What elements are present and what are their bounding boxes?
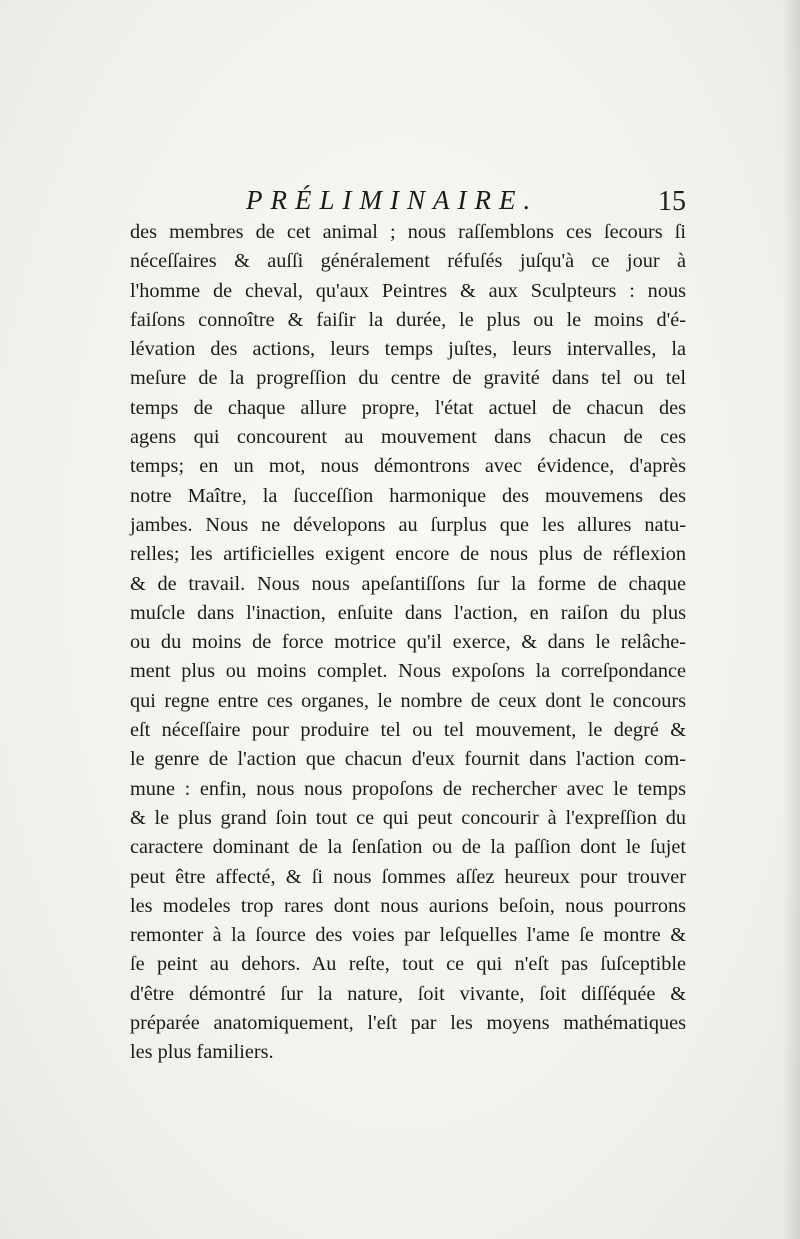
page-header xyxy=(130,183,686,217)
text-line: les plus familiers. xyxy=(130,1041,274,1064)
text-line: les modeles trop rares dont nous aurions beſoin, nous pourrons xyxy=(130,894,686,917)
body-text xyxy=(130,218,686,1068)
text-line: mune : enfin, nous nous propoſons de rechercher avec le temps xyxy=(130,777,686,800)
text-line: ment plus ou moins complet. Nous expoſons la correſpondance xyxy=(130,660,686,683)
text-line: caractere dominant de la ſenſation ou de la paſſion dont le ſujet xyxy=(130,836,686,859)
text-line: le genre de l'action que chacun d'eux fournit dans l'action com- xyxy=(130,748,686,771)
text-line: ou du moins de force motrice qu'il exerce, & dans le relâche- xyxy=(130,631,686,654)
text-line: qui regne entre ces organes, le nombre de ceux dont le concours xyxy=(130,689,686,712)
text-line: notre Maître, la ſucceſſion harmonique des mouvemens des xyxy=(130,484,686,507)
page-number: 15 xyxy=(658,186,686,217)
text-line: peut être affecté, & ſi nous ſommes aſſez heureux pour trouver xyxy=(130,865,686,888)
text-line: d'être démontré ſur la nature, ſoit vivante, ſoit diſſéquée & xyxy=(130,982,686,1005)
text-line: temps de chaque allure propre, l'état actuel de chacun des xyxy=(130,396,686,419)
text-line: meſure de la progreſſion du centre de gravité dans tel ou tel xyxy=(130,367,686,390)
text-line: néceſſaires & auſſi généralement réfuſés juſqu'à ce jour à xyxy=(130,250,686,273)
text-line: des membres de cet animal ; nous raſſemblons ces ſecours ſi xyxy=(130,221,686,243)
text-line: & de travail. Nous nous apeſantiſſons ſur la forme de chaque xyxy=(130,572,686,595)
running-head: PRÉLIMINAIRE. xyxy=(246,185,539,215)
text-line: ſe peint au dehors. Au reſte, tout ce qui n'eſt pas ſuſceptible xyxy=(130,953,686,976)
page-edge-shadow xyxy=(782,0,800,1239)
text-line: temps; en un mot, nous démontrons avec évidence, d'après xyxy=(130,455,686,478)
text-line: agens qui concourent au mouvement dans chacun de ces xyxy=(130,426,686,449)
text-line: préparée anatomiquement, l'eſt par les moyens mathématiques xyxy=(130,1012,686,1035)
text-line: jambes. Nous ne dévelopons au ſurplus que les allures natu- xyxy=(130,513,686,536)
text-line: lévation des actions, leurs temps juſtes, leurs intervalles, la xyxy=(130,338,686,361)
text-line: remonter à la ſource des voies par leſquelles l'ame ſe montre & xyxy=(130,924,686,947)
text-line: eſt néceſſaire pour produire tel ou tel mouvement, le degré & xyxy=(130,719,686,742)
text-line: & le plus grand ſoin tout ce qui peut concourir à l'expreſſion du xyxy=(130,806,686,829)
text-line: faiſons connoître & faiſir la durée, le plus ou le moins d'é- xyxy=(130,308,686,331)
text-line: muſcle dans l'inaction, enſuite dans l'action, en raiſon du plus xyxy=(130,601,686,624)
text-line: relles; les artificielles exigent encore de nous plus de réflexion xyxy=(130,543,686,566)
text-line: l'homme de cheval, qu'aux Peintres & aux Sculpteurs : nous xyxy=(130,279,686,302)
